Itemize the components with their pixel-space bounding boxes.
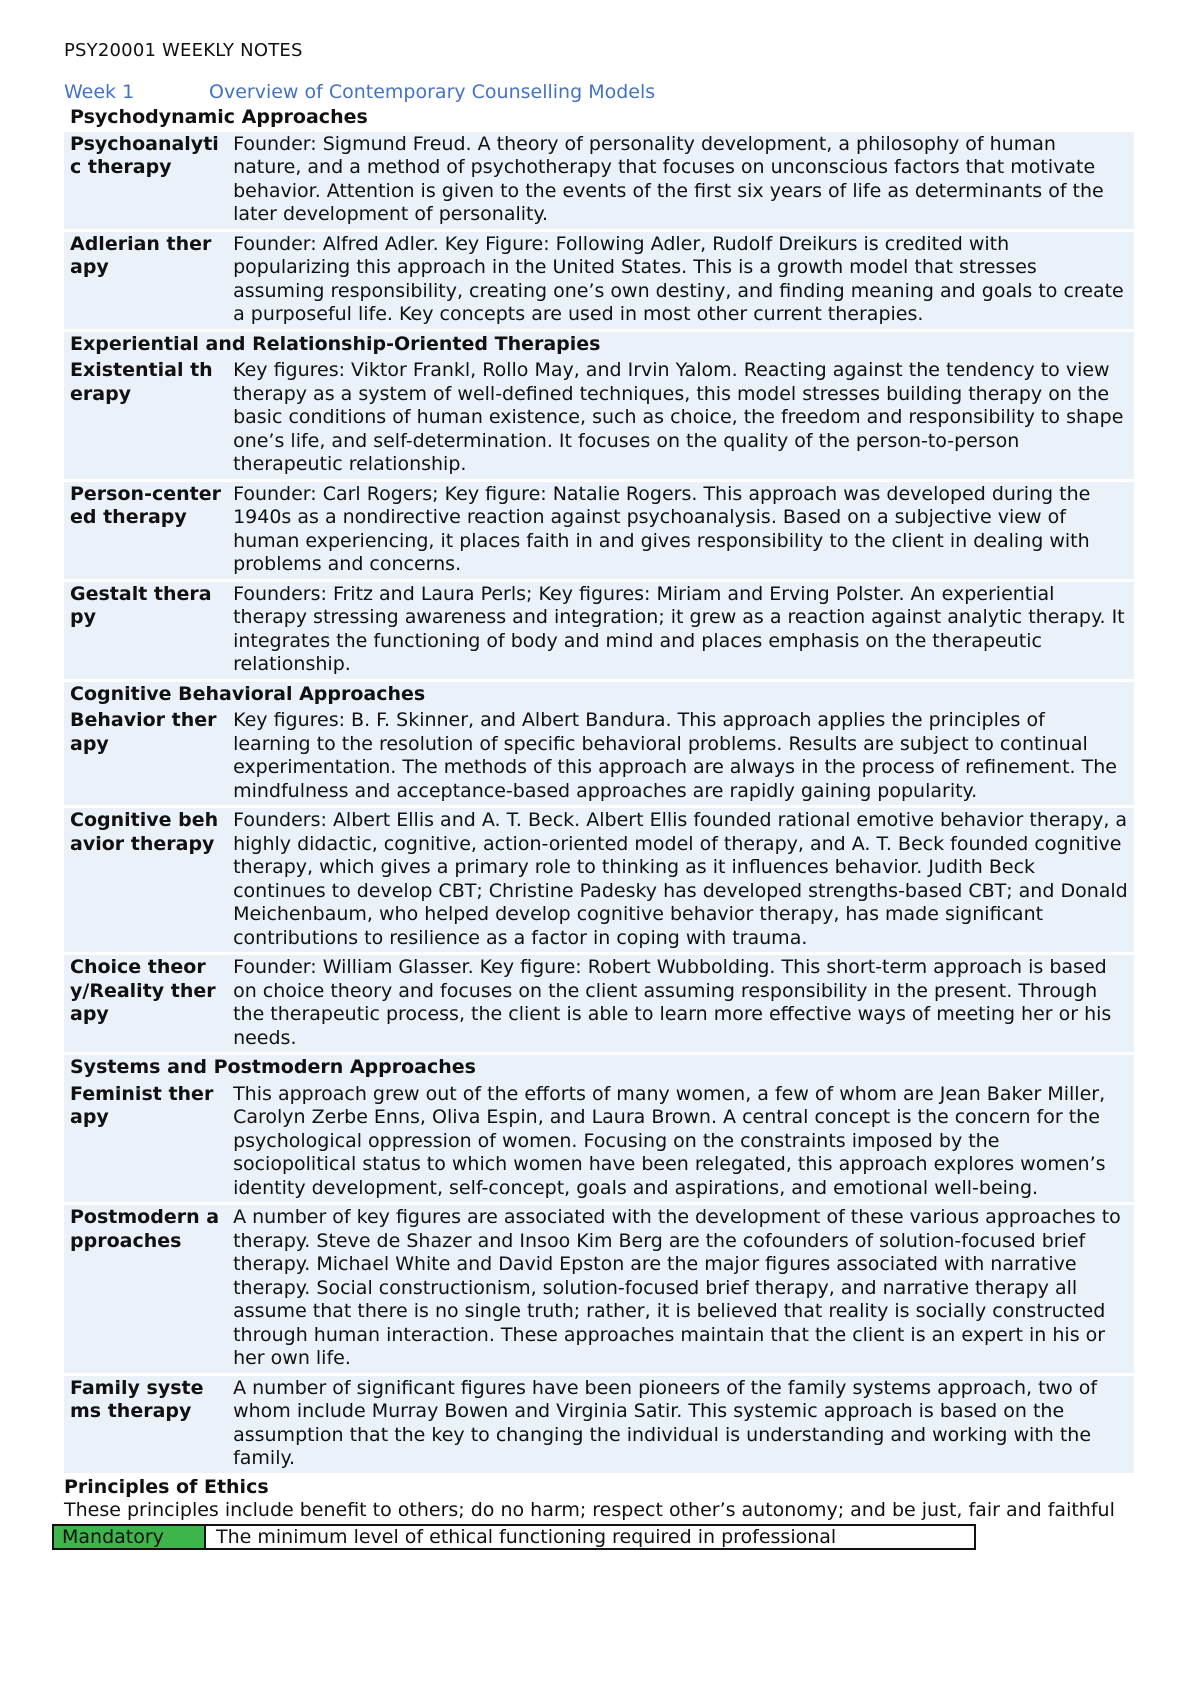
therapy-name: Family systems therapy	[64, 1376, 227, 1473]
table-row	[64, 708, 1134, 805]
therapy-description: Founders: Albert Ellis and A. T. Beck. Albert Ellis founded rational emotive behavior therapy, a highly didactic, cognitive, action-oriented model of therapy, and A. T. Beck founded cognitive therapy, which gives a primary role to thinking as it influences behavior. Judith Beck continues to develop CBT; Christine Padesky has developed strengths-based CBT; and Donald Meichenbaum, who helped develop cognitive behavior therapy, has made significant contributions to resilience as a factor in coping with trauma.	[227, 808, 1134, 952]
therapy-name: Behavior therapy	[64, 708, 227, 805]
therapy-name: Feminist therapy	[64, 1082, 227, 1203]
table-row	[64, 1205, 1134, 1373]
principles-section	[64, 1476, 1136, 1522]
table-row	[64, 1082, 1134, 1203]
table-row	[64, 582, 1134, 679]
therapy-description: Founder: Sigmund Freud. A theory of personality development, a philosophy of human nature, and a method of psychotherapy that focuses on unconscious factors that motivate behavior. Attention is given to the events of the first six years of life as determinants of the later development of personality.	[227, 132, 1134, 229]
models-table-body	[64, 105, 1134, 1476]
document-title: PSY20001 WEEKLY NOTES	[64, 40, 303, 61]
mandatory-text: The minimum level of ethical functioning required in professional	[216, 1525, 837, 1548]
section-heading: Cognitive Behavioral Approaches	[64, 682, 1134, 709]
therapy-description: Key figures: Viktor Frankl, Rollo May, and Irvin Yalom. Reacting against the tendency to view therapy as a system of well-defined techniques, this model stresses building therapy on the basic conditions of human existence, such as choice, the freedom and responsibility to shape one’s life, and self-determination. It focuses on the quality of the person-to-person therapeutic relationship.	[227, 358, 1134, 479]
section-heading-row	[64, 1055, 1134, 1082]
therapy-description: Founder: William Glasser. Key figure: Robert Wubbolding. This short-term approach is based on choice theory and focuses on the client assuming responsibility in the present. Through the therapeutic process, the client is able to learn more effective ways of meeting her or his needs.	[227, 955, 1134, 1052]
week-heading	[64, 81, 1136, 103]
table-row	[64, 232, 1134, 329]
section-heading-row	[64, 105, 1134, 132]
table-row	[64, 358, 1134, 479]
section-heading: Psychodynamic Approaches	[70, 106, 368, 128]
therapy-name: Gestalt therapy	[64, 582, 227, 679]
section-heading-row	[64, 682, 1134, 709]
table-row	[64, 1376, 1134, 1473]
table-row	[64, 955, 1134, 1052]
therapy-name: Existential therapy	[64, 358, 227, 479]
section-heading: Systems and Postmodern Approaches	[64, 1055, 1134, 1082]
therapy-description: A number of key figures are associated with the development of these various approaches to therapy. Steve de Shazer and Insoo Kim Berg are the cofounders of solution-focused brief therapy. Michael White and David Epston are the major figures associated with narrative therapy. Social constructionism, solution-focused brief therapy, and narrative therapy all assume that there is no single truth; rather, it is believed that reality is socially constructed through human interaction. These approaches maintain that the client is an expert in his or her own life.	[227, 1205, 1134, 1373]
therapy-name: Adlerian therapy	[64, 232, 227, 329]
principles-heading: Principles of Ethics	[64, 1475, 269, 1498]
therapy-name: Psychoanalytic therapy	[64, 132, 227, 229]
therapy-name: Cognitive behavior therapy	[64, 808, 227, 952]
therapy-description: A number of significant figures have been pioneers of the family systems approach, two of whom include Murray Bowen and Virginia Satir. This systemic approach is based on the assumption that the key to changing the individual is understanding and working with the family.	[227, 1376, 1134, 1473]
section-heading: Experiential and Relationship-Oriented Therapies	[64, 332, 1134, 359]
table-row	[64, 132, 1134, 229]
therapy-name: Person-centered therapy	[64, 482, 227, 579]
therapy-description: This approach grew out of the efforts of many women, a few of whom are Jean Baker Miller, Carolyn Zerbe Enns, Oliva Espin, and Laura Brown. A central concept is the concern for the psychological oppression of women. Focusing on the constraints imposed by the sociopolitical status to which women have been relegated, this approach explores women’s identity development, self-concept, goals and aspirations, and emotional well-being.	[227, 1082, 1134, 1203]
therapy-name: Postmodern approaches	[64, 1205, 227, 1373]
principles-text: These principles include benefit to others; do no harm; respect other’s autonomy; and be just, fair and faithful	[64, 1498, 1115, 1521]
therapy-description: Key figures: B. F. Skinner, and Albert Bandura. This approach applies the principles of learning to the resolution of specific behavioral problems. Results are subject to continual experimentation. The methods of this approach are always in the process of refinement. The mindfulness and acceptance-based approaches are rapidly gaining popularity.	[227, 708, 1134, 805]
week-number: Week 1	[64, 81, 135, 103]
mandatory-row	[52, 1524, 976, 1550]
therapy-name: Choice theory/Reality therapy	[64, 955, 227, 1052]
models-table	[64, 105, 1134, 1476]
therapy-description: Founder: Alfred Adler. Key Figure: Following Adler, Rudolf Dreikurs is credited with popularizing this approach in the United States. This is a growth model that stresses assuming responsibility, creating one’s own destiny, and finding meaning and goals to create a purposeful life. Key concepts are used in most other current therapies.	[227, 232, 1134, 329]
table-row	[64, 808, 1134, 952]
week-title: Overview of Contemporary Counselling Models	[209, 81, 656, 103]
table-row	[64, 482, 1134, 579]
mandatory-label: Mandatory	[54, 1526, 206, 1548]
therapy-description: Founders: Fritz and Laura Perls; Key figures: Miriam and Erving Polster. An experiential therapy stressing awareness and integration; it grew as a reaction against analytic therapy. It integrates the functioning of body and mind and places emphasis on the therapeutic relationship.	[227, 582, 1134, 679]
therapy-description: Founder: Carl Rogers; Key figure: Natalie Rogers. This approach was developed during the 1940s as a nondirective reaction against psychoanalysis. Based on a subjective view of human experiencing, it places faith in and gives responsibility to the client in dealing with problems and concerns.	[227, 482, 1134, 579]
section-heading-row	[64, 332, 1134, 359]
